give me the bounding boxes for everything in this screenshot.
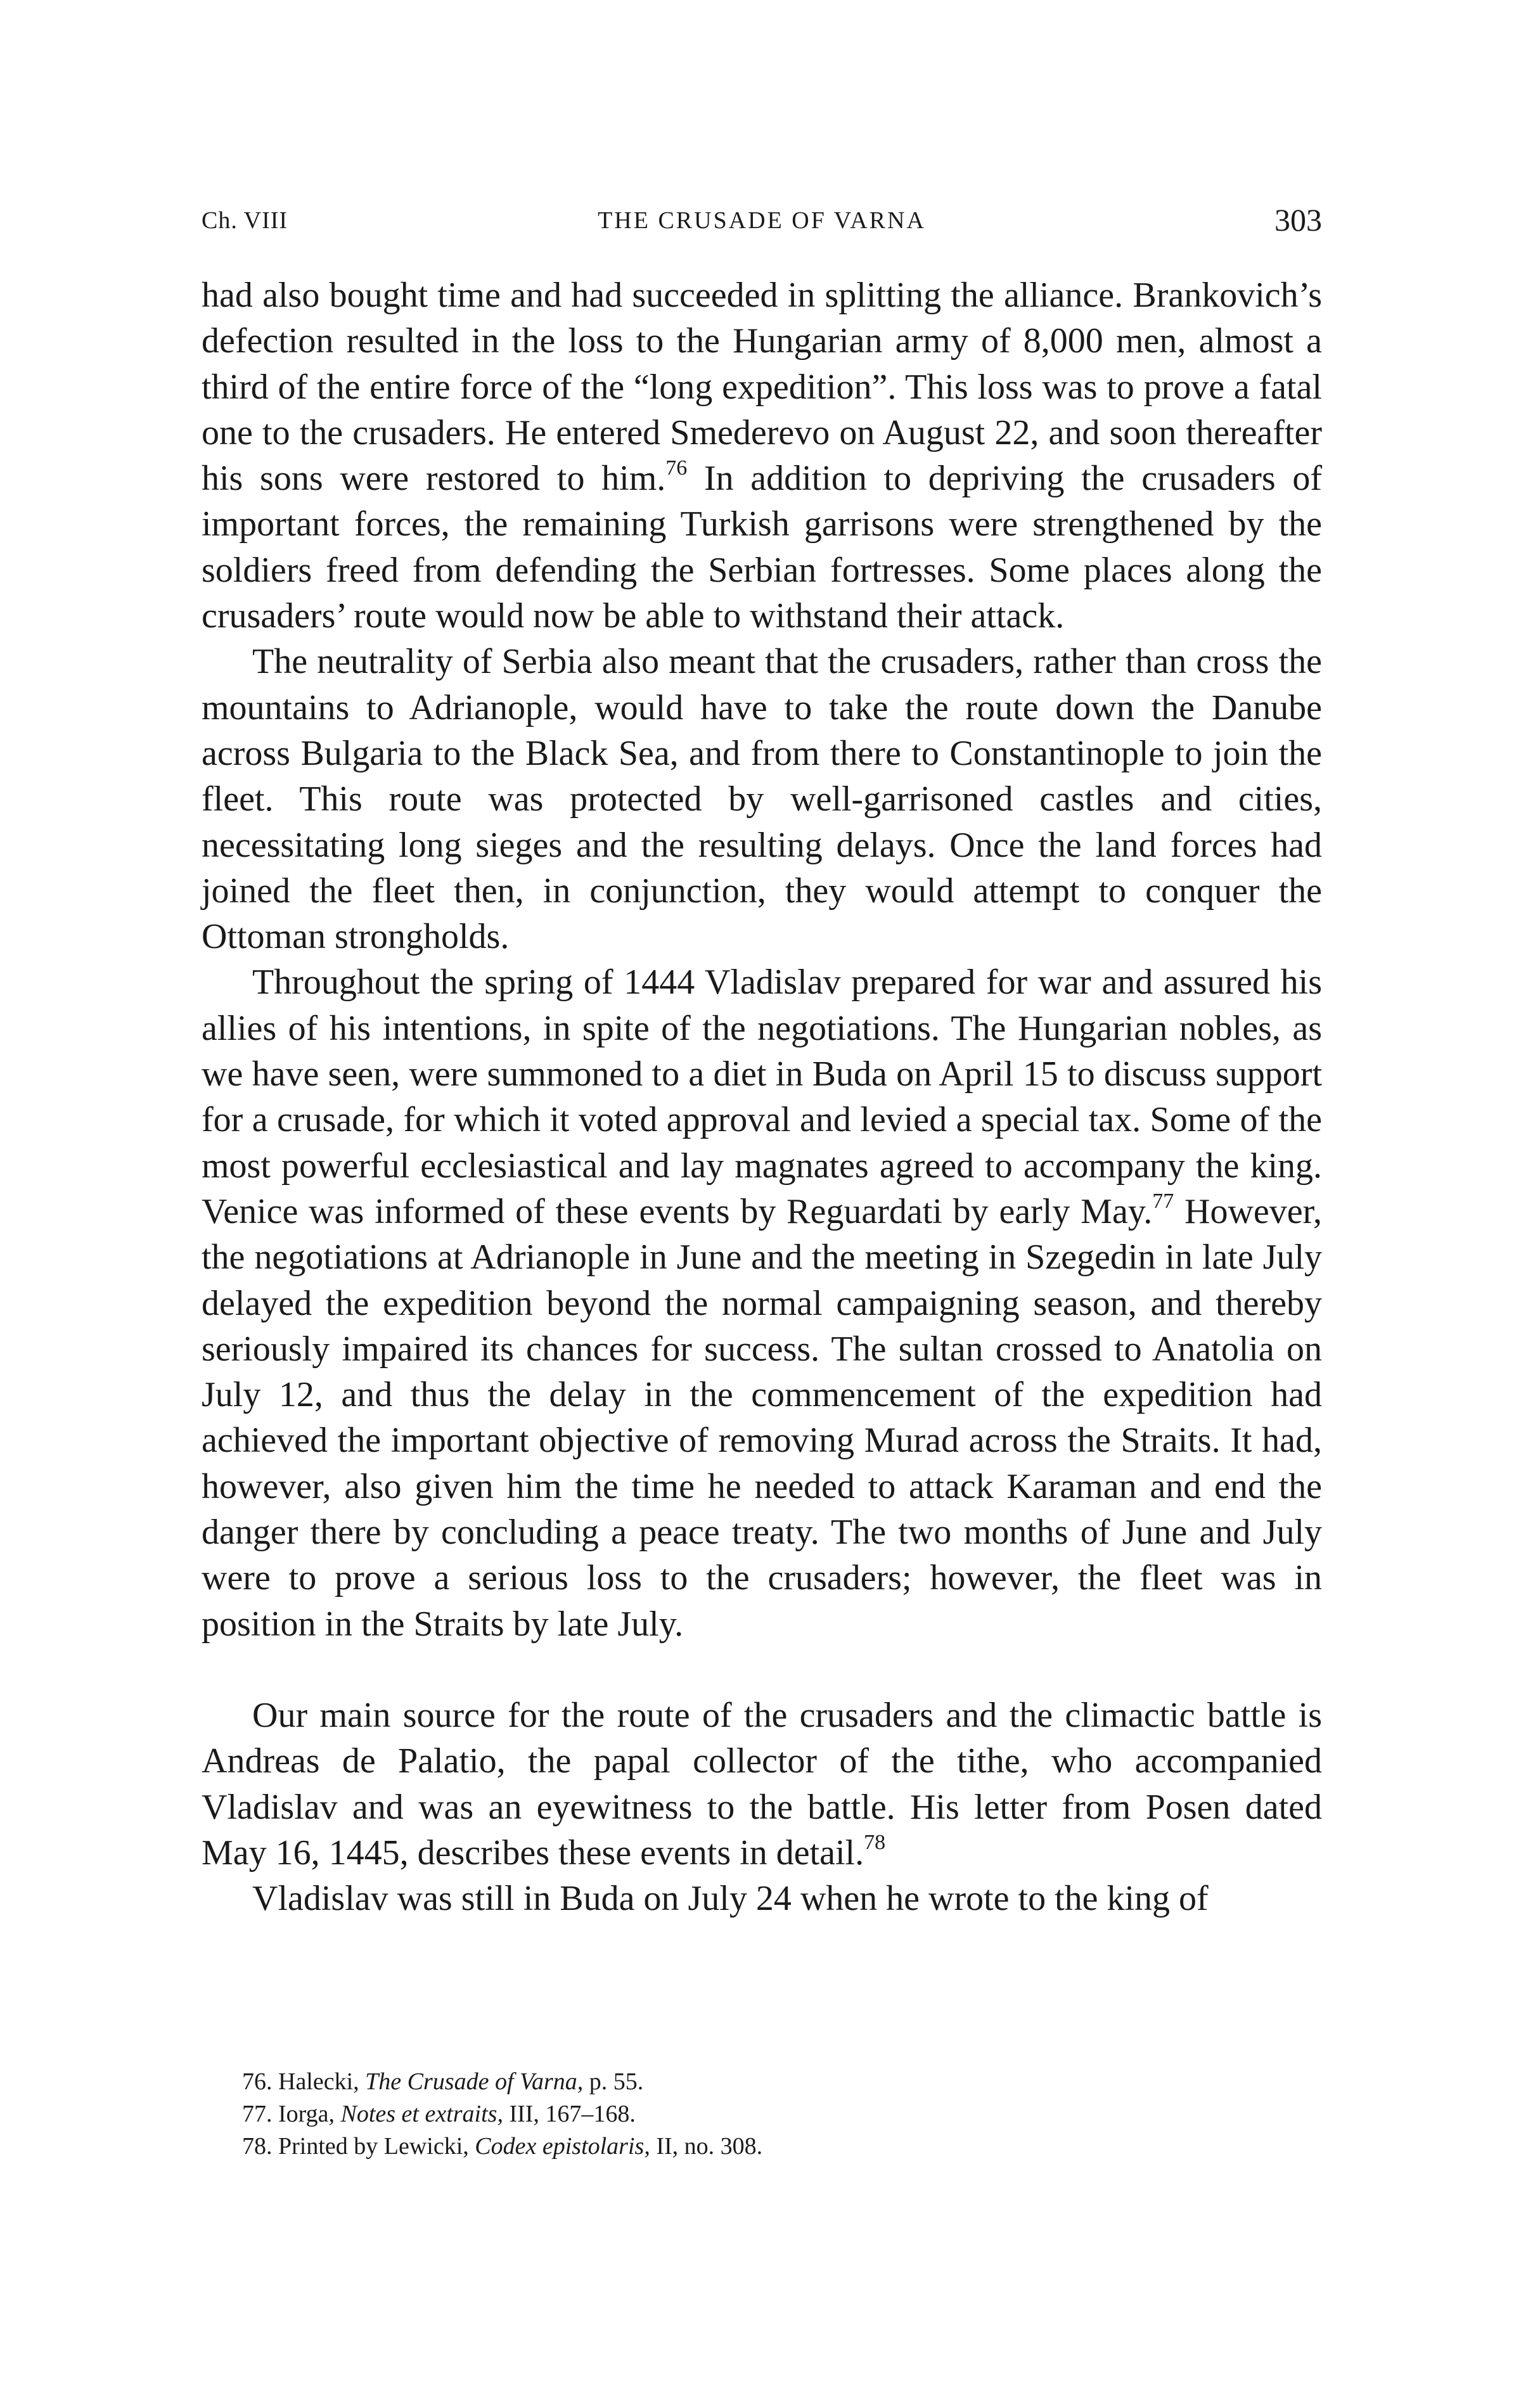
paragraph bbox=[202, 1693, 1322, 1876]
paragraph bbox=[202, 272, 1322, 639]
footnote-ref-78: 78 bbox=[864, 1830, 886, 1854]
footnote-number: 78. bbox=[242, 2133, 273, 2160]
footnote bbox=[202, 2130, 1322, 2163]
paragraph bbox=[202, 959, 1322, 1646]
footnote bbox=[202, 2066, 1322, 2098]
footnote-number: 77. bbox=[242, 2101, 273, 2127]
paragraph-text: Throughout the spring of 1444 Vladislav prepared for war and assured his allies of his intentions, in spite of the negotiations. The Hungarian nobles, as we have seen, were summoned to a diet in Buda on April 15 to discuss support for a crusade, for which it voted approval and levied a special tax. Some of the most powerful ecclesiastical and lay magnates agreed to accompany the king. Venice was informed of these events by Reguardati by early May. bbox=[202, 963, 1322, 1231]
footnote-title: Notes et extraits, bbox=[340, 2101, 503, 2127]
footnotes bbox=[202, 2066, 1322, 2163]
footnote-text: II, no. 308. bbox=[650, 2133, 763, 2160]
footnote-ref-77: 77 bbox=[1152, 1189, 1174, 1213]
footnote-text: Iorga, bbox=[272, 2101, 341, 2127]
running-title: THE CRUSADE OF VARNA bbox=[598, 207, 926, 234]
chapter-label: Ch. VIII bbox=[202, 207, 288, 234]
footnote-text: Halecki, bbox=[272, 2068, 366, 2095]
footnote-title: Codex epistolaris, bbox=[475, 2133, 650, 2160]
body-text bbox=[202, 272, 1322, 1921]
paragraph-text: had also bought time and had succeeded in splitting the alliance. Brankovich’s defection resulted in the loss to the Hungarian army of 8,000 men, almost a third of the entire force of the “long expedition”. This loss was to prove a fatal one to the crusaders. He entered Smederevo on August 22, and soon thereafter his sons were restored to him. bbox=[202, 276, 1322, 499]
paragraph bbox=[202, 639, 1322, 959]
footnote bbox=[202, 2098, 1322, 2130]
footnote-text: Printed by Lewicki, bbox=[272, 2133, 475, 2160]
paragraph-text: Vladislav was still in Buda on July 24 when he wrote to the king of bbox=[252, 1879, 1209, 1919]
page-number: 303 bbox=[1274, 202, 1322, 238]
paragraph-text: However, the negotiations at Adrianople in June and the meeting in Szegedin in late July delayed the expedition beyond the normal campaigning season, and thereby seriously impaired its chances for success. The sultan crossed to Anatolia on July 12, and thus the delay in the commencement of the expedition had achieved the important objective of removing Murad across the Straits. It had, however, also given him the time he needed to attack Karaman and end the danger there by concluding a peace treaty. The two months of June and July were to prove a serious loss to the crusaders; however, the fleet was in position in the Straits by late July. bbox=[202, 1191, 1323, 1644]
footnote-ref-76: 76 bbox=[665, 456, 688, 480]
paragraph-text: Our main source for the route of the crusaders and the climactic battle is Andreas de Palatio, the papal collector of the tithe, who accompanied Vladislav and was an eyewitness to the battle. His letter from Posen dated May 16, 1445, describes these events in detail. bbox=[202, 1695, 1322, 1873]
footnote-text: p. 55. bbox=[583, 2068, 644, 2095]
footnote-text: III, 167–168. bbox=[503, 2101, 636, 2127]
footnote-title: The Crusade of Varna, bbox=[365, 2068, 584, 2095]
paragraph bbox=[202, 1876, 1322, 1921]
running-head bbox=[202, 202, 1322, 240]
paragraph-text: The neutrality of Serbia also meant that the crusaders, rather than cross the mountains to Adrianople, would have to take the route down the Danube across Bulgaria to the Black Sea, and from there to Constantinople to join the fleet. This route was protected by well-garrisoned castles and cities, necessitating long sieges and the resulting delays. Once the land forces had joined the fleet then, in conjunction, they would attempt to conquer the Ottoman strongholds. bbox=[202, 642, 1322, 957]
paragraph-text: In addition to depriving the crusaders of important forces, the remaining Turkish garrisons were strengthened by the soldiers freed from defending the Serbian fortresses. Some places along the crusaders’ route would now be able to withstand their attack. bbox=[202, 459, 1322, 636]
footnote-number: 76. bbox=[242, 2068, 273, 2095]
